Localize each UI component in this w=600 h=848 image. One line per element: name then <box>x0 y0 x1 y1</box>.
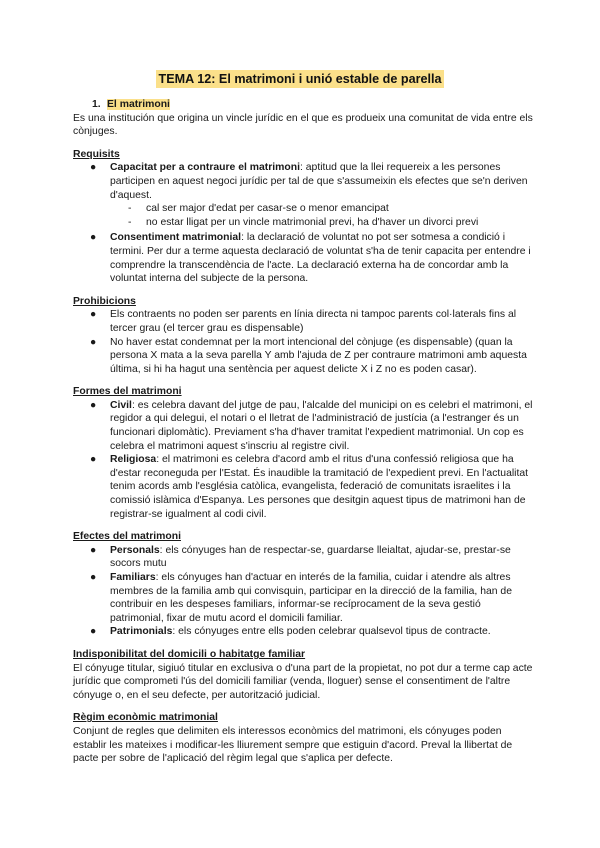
indisponibilitat-heading: Indisponibilitat del domicili o habitatge familiar <box>73 648 306 660</box>
section-heading-matrimoni <box>73 98 533 112</box>
prohibicio-text: Els contraents no poden ser parents en línia directa ni tampoc parents col·laterals fins al tercer grau (el tercer grau es dispensable) <box>110 309 517 334</box>
bullet-icon: ● <box>90 232 97 244</box>
bullet-icon: ● <box>90 162 97 174</box>
regim-paragraph: Conjunt de regles que delimiten els interessos econòmics del matrimoni, els cónyuges poden establir les mateixes i modificar-les lliurement sempre que estiguin d'acord. Preval la llibertat de pacte per sobre de l'aplicació del règim legal que s'aplica per defecte. <box>73 725 513 765</box>
term-civil: Civil <box>110 399 132 411</box>
list-item <box>73 453 533 521</box>
bullet-icon: ● <box>90 626 97 638</box>
sub-list-item <box>73 216 533 230</box>
regim-heading: Règim econòmic matrimonial <box>73 712 218 724</box>
term-capacitat: Capacitat per a contraure el matrimoni <box>110 162 300 174</box>
title-block <box>0 70 600 88</box>
text-religiosa: : el matrimoni es celebra d'acord amb el ritus d'una confessió religiosa que ha d'estar reconeguda per l'Estat. És inaudible la tramitació de l'expedient previ. En l'actualitat tenim acords amb l'església catòlica, evangelista, federació de comunitats israelites i la comissió islàmica d'Espanya. Les persones que desitgin aquest tipus de matrimoni han de registrar-se igualment al codi civil. <box>110 454 529 520</box>
term-religiosa: Religiosa <box>110 454 157 466</box>
capacitat-sublist <box>73 202 533 229</box>
bullet-icon: ● <box>90 454 97 466</box>
bullet-icon: ● <box>90 336 97 348</box>
sub-item-text: no estar lligat per un vincle matrimonial previ, ha d'haver un divorci previ <box>146 216 479 228</box>
list-item <box>73 544 533 571</box>
section-heading-text: El matrimoni <box>107 99 170 110</box>
indisponibilitat-paragraph: El cónyuge titular, sigiuó titular en exclusiva o d'una part de la propietat, no pot dur a terme cap acte jurídic que comprometi l'ús del domicili familiar (venda, lloguer) sense el consentiment de l'altre cónyuge o, en el seu defecte, per autorització judicial. <box>73 662 533 701</box>
prohibicions-heading: Prohibicions <box>73 295 136 307</box>
document-body <box>73 98 533 766</box>
efectes-list <box>73 544 533 639</box>
dash-icon: - <box>128 216 132 228</box>
term-personals: Personals <box>110 544 160 556</box>
text-civil: : es celebra davant del jutge de pau, l'alcalde del municipi on es celebri el matrimoni, el regidor a qui delegui, el notari o el lletrat de l'administració de justícia (a l'estranger és un funcionari diplomàtic). Previament s'ha d'haver tramitat l'expedient matrimonial. Un cop es celebra el matrimoni aquest s'inscriu al registre civil. <box>110 399 533 452</box>
term-patrimonials: Patrimonials <box>110 626 173 638</box>
efectes-heading: Efectes del matrimoni <box>73 531 181 543</box>
section-number: 1. <box>92 99 101 110</box>
definition-paragraph: Es una institución que origina un vincle jurídic en el que es produeix una comunitat de vida entre els cònjuges. <box>73 112 533 138</box>
term-familiars: Familiars <box>110 572 156 583</box>
list-item <box>73 571 533 625</box>
list-item <box>73 161 533 229</box>
text-patrimonials: : els cónyuges entre ells poden celebrar qualsevol tipus de contracte. <box>172 626 491 638</box>
sub-list-item <box>73 202 533 216</box>
bullet-icon: ● <box>90 544 97 556</box>
requisits-list <box>73 161 533 285</box>
text-capacitat: : aptitud que la llei requereix a les persones participen en aquest negoci jurídic per tal de que s'assumeixin els efectes que se'n deriven d'aquest. <box>110 162 528 201</box>
sub-item-text: cal ser major d'edat per casar-se o menor emancipat <box>146 203 389 215</box>
list-item <box>73 231 533 285</box>
prohibicions-list <box>73 308 533 376</box>
bullet-icon: ● <box>90 572 97 583</box>
bullet-icon: ● <box>90 399 97 411</box>
text-personals: : els cónyuges han de respectar-se, guardarse lleialtat, ajudar-se, prestar-se socors mutu <box>110 544 511 570</box>
text-consentiment: : la declaració de voluntat no pot ser sotmesa a condició i termini. Per dur a terme aquesta declaració de voluntat s'ha de tenir capacita per entendre i comprendre la transcendència de l'acte. La declaració externa ha de concordar amb la voluntat interna del subjecte de la persona. <box>110 232 531 285</box>
list-item <box>73 336 533 377</box>
bullet-icon: ● <box>90 309 97 321</box>
page-title: TEMA 12: El matrimoni i unió estable de parella <box>156 70 445 88</box>
prohibicio-text: No haver estat condemnat per la mort intencional del cònjuge (es dispensable) (quan la persona X mata a la seva parella Y amb l'ajuda de Z per contraure matrimoni amb aquesta última, si hi ha hagut una sentència per aquest delicte X i Z no es poden casar). <box>110 336 527 375</box>
term-consentiment: Consentiment matrimonial <box>110 232 242 244</box>
list-item <box>73 399 533 453</box>
list-item <box>73 308 533 335</box>
requisits-heading: Requisits <box>73 148 120 160</box>
text-familiars: : els cónyuges han d'actuar en interés de la familia, cuidar i atendre als altres membres de la familia amb qui convisquin, participar en la direcció de la familia, han de contribuir en les despeses familiars, informar-se recíprocament de la seva gestió patrimonial, fixar de mutu acord el domicili familiar. <box>110 572 512 624</box>
list-item <box>73 625 533 639</box>
formes-heading: Formes del matrimoni <box>73 386 182 398</box>
formes-list <box>73 399 533 521</box>
dash-icon: - <box>128 203 132 215</box>
